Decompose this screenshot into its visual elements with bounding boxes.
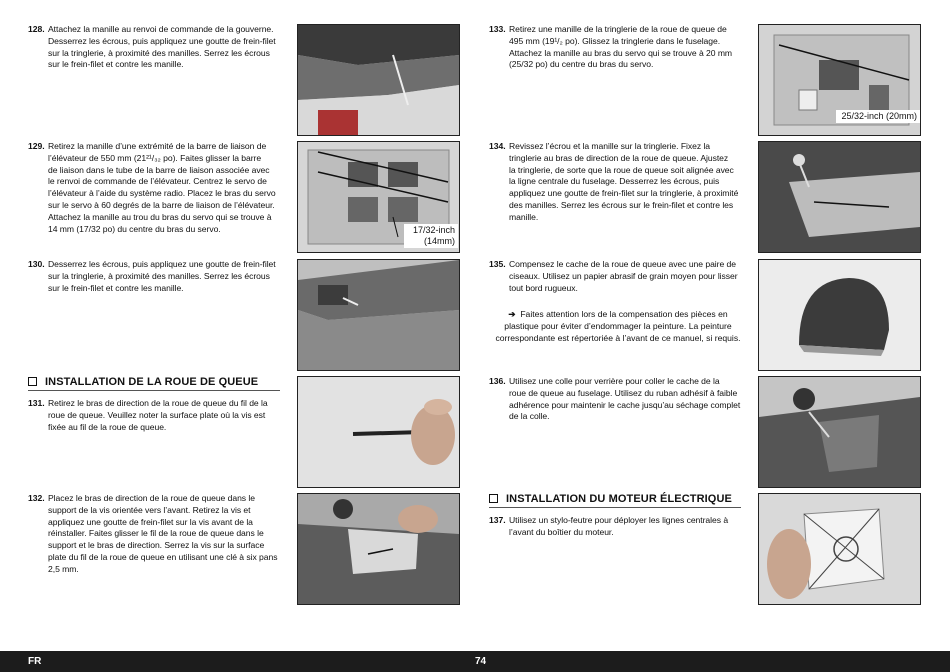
section-title: INSTALLATION DE LA ROUE DE QUEUE <box>45 376 259 388</box>
arrow-icon: ➔ <box>508 309 516 319</box>
caption-20mm: 25/32-inch (20mm) <box>836 110 920 123</box>
step-136 <box>489 376 751 423</box>
step-number: 135. <box>489 259 506 269</box>
step-129 <box>28 141 290 235</box>
step-130 <box>28 259 290 294</box>
photo-132-tail-wheel-mount <box>297 493 460 605</box>
step-number: 136. <box>489 376 506 386</box>
page-footer <box>0 651 950 672</box>
step-number: 133. <box>489 24 506 34</box>
step-text: Retirez la manille d’une extrémité de la barre de liaison de l’élévateur de 550 mm (21²¹/₃₂ po). Faites glisser la barre de liaison dans le tube de la barre de liaison associée avec le renvoi de commande de l’élévateur. Centrez le servo de l’élévateur à l’aide du système radio. Placez le bras du servo sur le servo à 60 degrés de la barre de liaison de l’élévateur. Attachez la manille au trou du bras du servo qui se trouve à 14 mm (17/32 po) du centre du bras du servo. <box>48 141 276 234</box>
step-137 <box>489 515 751 539</box>
photo-131-steering-arm <box>297 376 460 488</box>
step-number: 128. <box>28 24 45 34</box>
note-text: Faites attention lors de la compensation des pièces en plastique pour éviter d’endommager la peinture. La peinture correspondante est répertoriée à l’avant de ce manuel, si requis. <box>495 309 741 343</box>
language-label: FR <box>28 656 42 667</box>
photo-128-elevator-linkage <box>297 24 460 136</box>
step-text: Utilisez une colle pour verrière pour coller le cache de la roue de queue au fuselage. Utilisez du ruban adhésif à faible adhérence pour maintenir le cache jusqu’au séchage complet de la colle. <box>509 376 741 422</box>
step-number: 132. <box>28 493 45 503</box>
step-128 <box>28 24 290 71</box>
photo-136-cover-glued <box>758 376 921 488</box>
step-text: Utilisez un stylo-feutre pour déployer les lignes centrales à l’avant du boîtier du moteur. <box>509 515 729 537</box>
photo-135-wheel-cover <box>758 259 921 371</box>
step-131 <box>28 398 290 433</box>
caption-14mm: 17/32-inch (14mm) <box>404 224 458 248</box>
checkbox-icon <box>28 377 37 386</box>
step-133 <box>489 24 751 71</box>
section-tail-wheel-heading <box>28 376 280 391</box>
step-132 <box>28 493 290 576</box>
caution-note <box>489 309 747 344</box>
step-number: 131. <box>28 398 45 408</box>
photo-137-motor-box <box>758 493 921 605</box>
step-text: Retirez une manille de la tringlerie de la roue de queue de 495 mm (19¹/₂ po). Glissez la tringlerie dans le fuselage. Attachez la manille au bras du servo qui se trouve à 20 mm (25/32 po) du centre du bras du servo. <box>509 24 733 70</box>
photo-134-linkage-attach <box>758 141 921 253</box>
photo-130-elevator <box>297 259 460 371</box>
step-text: Compensez le cache de la roue de queue avec une paire de ciseaux. Utilisez un papier abrasif de grain moyen pour lisser tout bord rugueux. <box>509 259 738 293</box>
step-number: 134. <box>489 141 506 151</box>
page-number: 74 <box>475 656 487 667</box>
step-number: 137. <box>489 515 506 525</box>
step-number: 130. <box>28 259 45 269</box>
step-text: Attachez la manille au renvoi de commande de la gouverne. Desserrez les écrous, puis appliquez une goutte de frein-filet sur la tringlerie, à proximité des manilles. Serrez les écrous sur le frein-filet et contre les manille. <box>48 24 276 70</box>
step-text: Placez le bras de direction de la roue de queue dans le support de la vis orientée vers l’avant. Retirez la vis et appliquez une goutte de frein-filet sur la vis avant de la réinstaller. Faites glisser le fil de la roue de queue dans le support et le bras de direction. Serrez la vis sur la surface plate du fil de la roue de queue en utilisant une clé à six pans 2,5 mm. <box>48 493 278 574</box>
checkbox-icon <box>489 494 498 503</box>
section-motor-heading <box>489 493 741 508</box>
step-text: Retirez le bras de direction de la roue de queue du fil de la roue de queue. Veuillez noter la surface plate où la vis est fixée au fil de la roue de queue. <box>48 398 268 432</box>
step-134 <box>489 141 751 224</box>
step-number: 129. <box>28 141 45 151</box>
section-title: INSTALLATION DU MOTEUR ÉLECTRIQUE <box>506 493 732 505</box>
step-135 <box>489 259 751 294</box>
step-text: Revissez l’écrou et la manille sur la tringlerie. Fixez la tringlerie au bras de direction de la roue de queue. Ajustez la tringlerie, de sorte que la roue de queue soit alignée avec la ligne centrale du fuselage. Desserrez les écrous, puis appliquez une goutte de frein-filet sur la tringlerie, à proximité des manilles. Serrez les écrous sur le frein-filet et contre les manille. <box>509 141 739 222</box>
step-text: Desserrez les écrous, puis appliquez une goutte de frein-filet sur la tringlerie, à proximité des manilles. Serrez les écrous sur le frein-filet et contre les manille. <box>48 259 276 293</box>
